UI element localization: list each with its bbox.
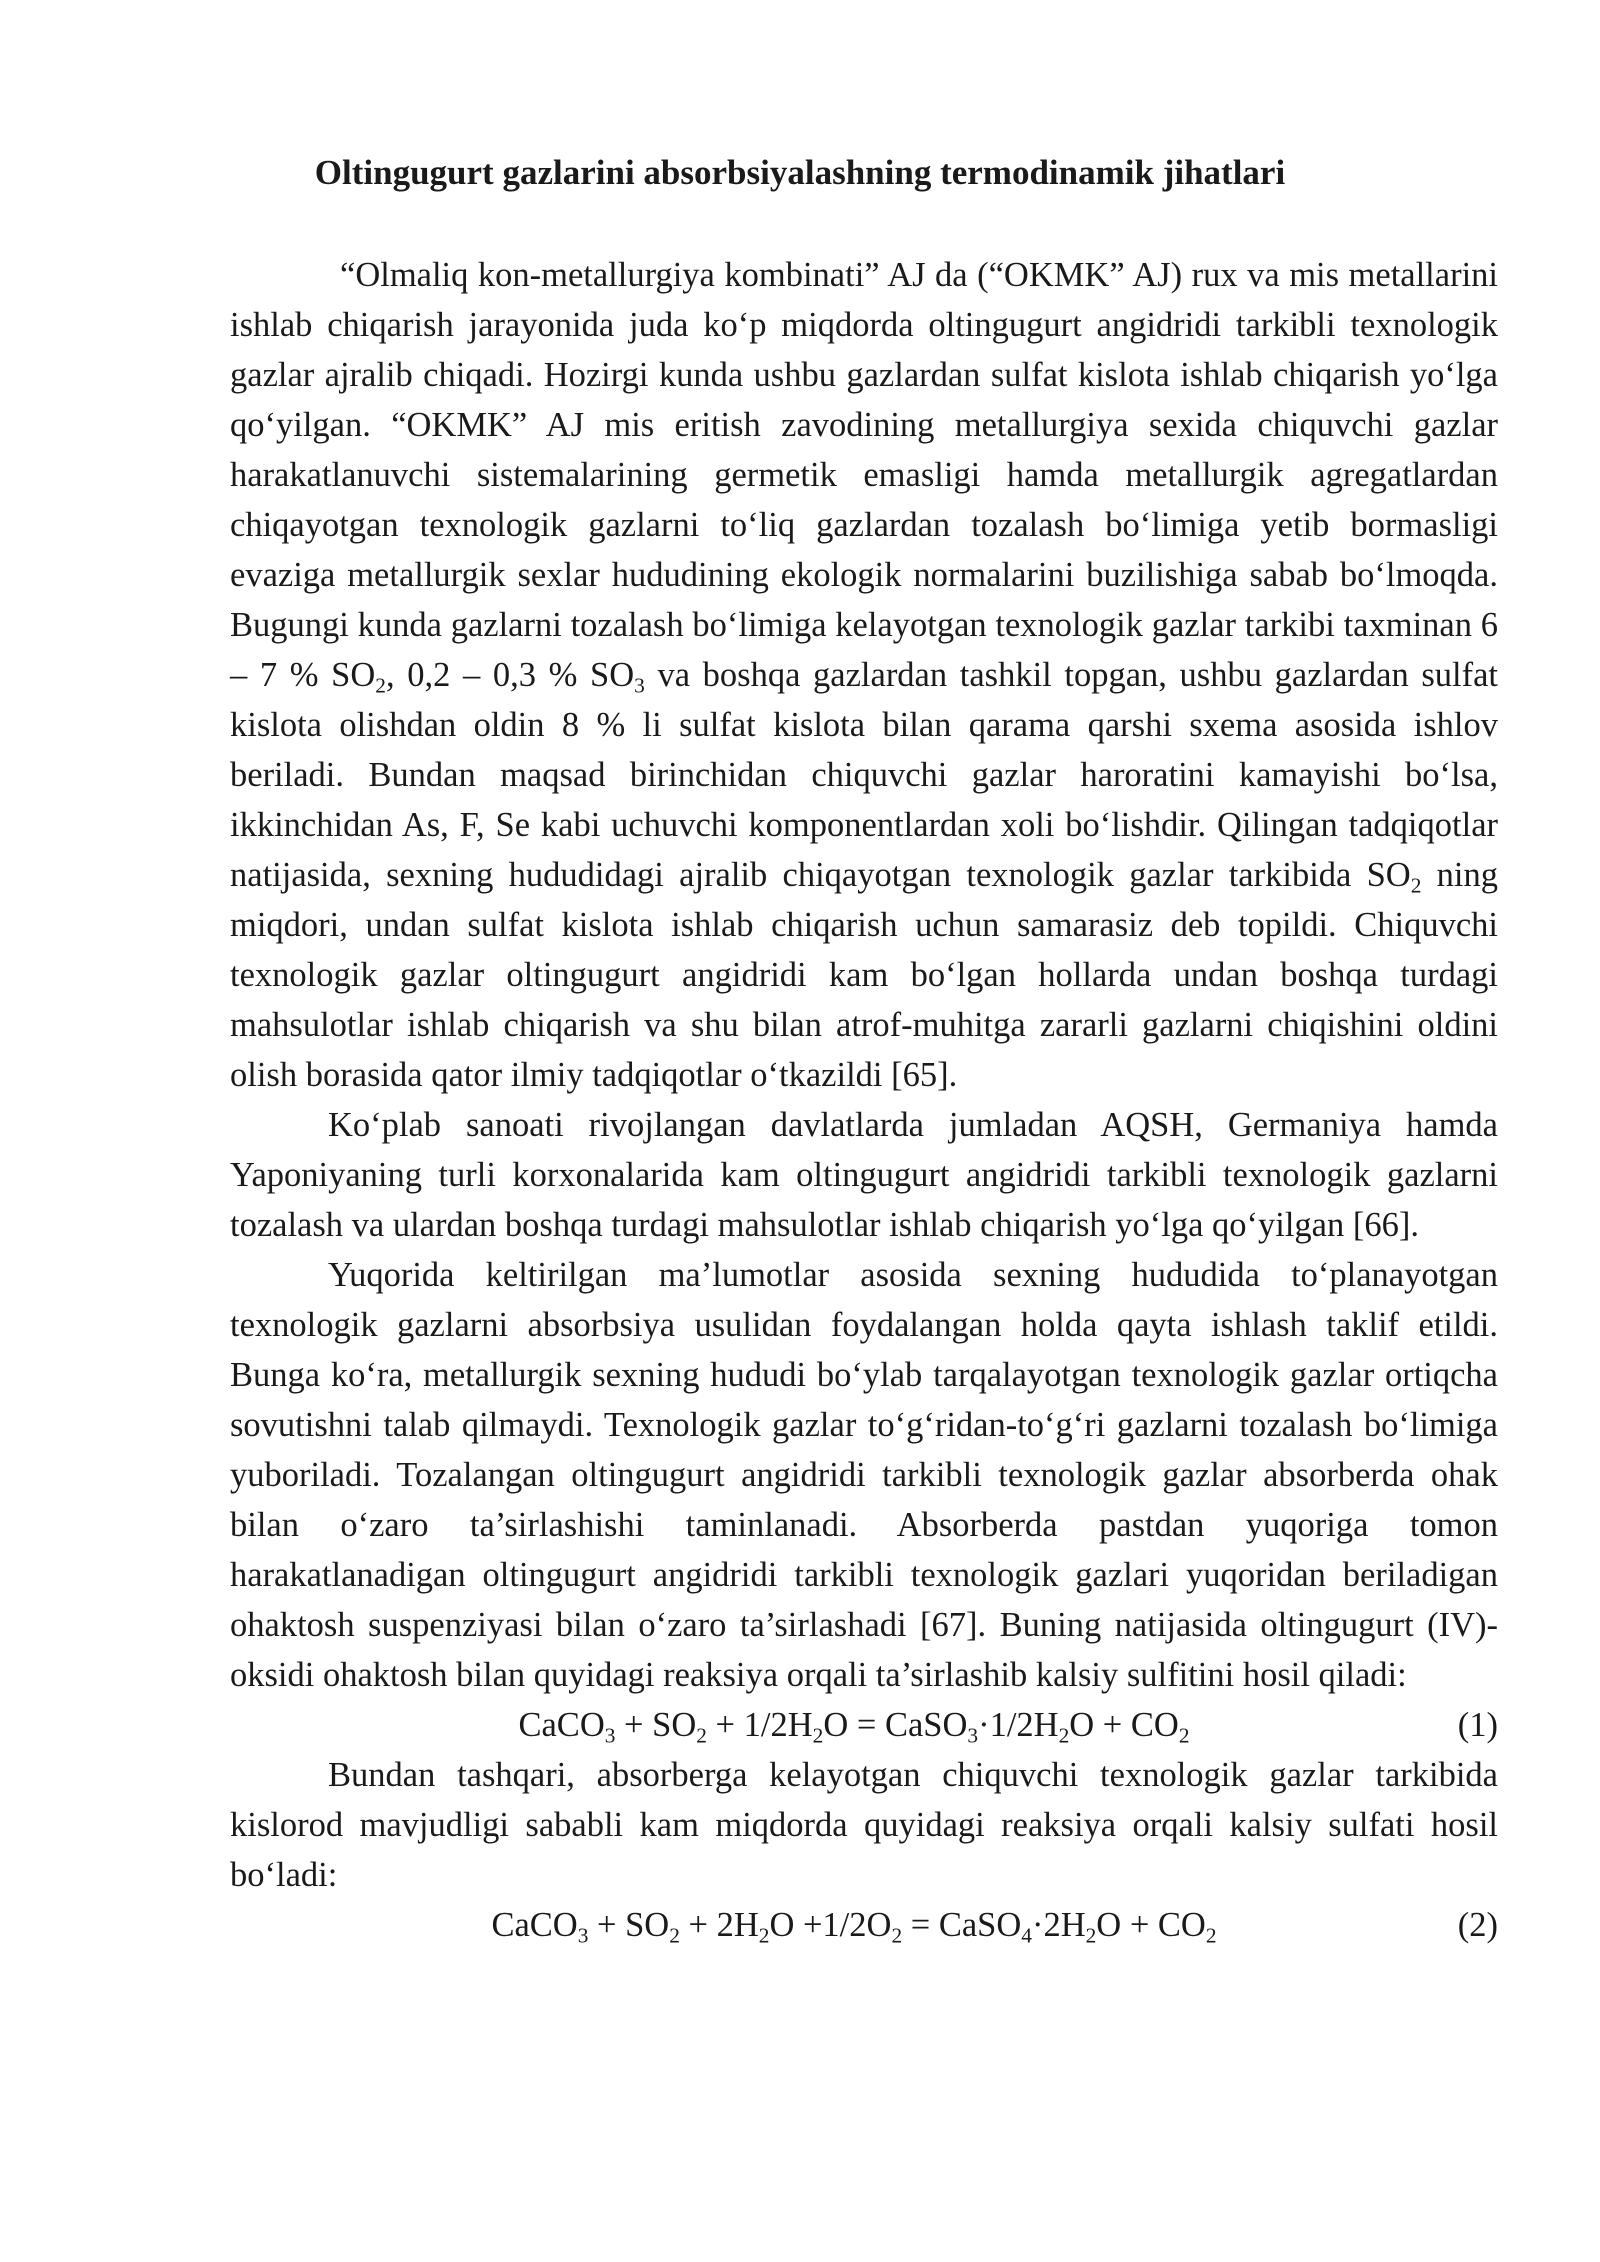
- equation-2-number: (2): [1457, 1906, 1498, 1944]
- equation-2-formula: CaCO$_3$ + $SO_2 + 2H_2O +1/2O_2$ = $CaSO_4\cdot 2H_2O + CO_2$: [491, 1906, 1217, 1948]
- formula-so3: $SO_3$: [590, 656, 645, 698]
- paragraph-1-text-b: , 0,2 – 0,3 %: [385, 656, 591, 694]
- equation-2: [230, 1900, 1498, 1950]
- paragraph-1-text-c: va boshqa gazlardan tashkil topgan, ushbu gazlardan sulfat kislota olishdan oldin 8 % li sulfat kislota bilan qarama qarshi sxema asosida ishlov beriladi. Bundan maqsad birinchidan chiquvchi gazlar haroratini kamayishi bo‘lsa, ikkinchidan As, F, Se kabi uchuvchi komponentlardan xoli bo‘lishdir. Qilingan tadqiqotlar natijasida, sexning hududidagi ajralib chiqayotgan texnologik gazlar tarkibida: [230, 656, 1498, 894]
- document-title: Oltingugurt gazlarini absorbsiyalashning termodinamik jihatlari: [314, 153, 1286, 192]
- formula-so2: $SO_2$: [1366, 856, 1422, 898]
- paragraph-4: Bundan tashqari, absorberga kelayotgan chiquvchi texnologik gazlar tarkibida kislorod mavjudligi sababli kam miqdorda quyidagi reaksiya orqali kalsiy sulfati hosil bo‘ladi:: [230, 1756, 1498, 1894]
- paragraph-1-text-d: ning miqdori, undan sulfat kislota ishlab chiqarish uchun samarasiz deb topildi. Chiquvchi texnologik gazlar oltingugurt angidridi kam bo‘lgan hollarda undan boshqa turdagi mahsulotlar ishlab chiqarish va shu bilan atrof-muhitga zararli gazlarni chiqishini oldini olish borasida qator ilmiy tadqiqotlar o‘tkazildi [65].: [230, 856, 1498, 1094]
- paragraph-3: Yuqorida keltirilgan ma’lumotlar asosida sexning hududida to‘planayotgan texnologik gazlarni absorbsiya usulidan foydalangan holda qayta ishlash taklif etildi. Bunga ko‘ra, metallurgik sexning hududi bo‘ylab tarqalayotgan texnologik gazlar ortiqcha sovutishni talab qilmaydi. Texnologik gazlar to‘g‘ridan-to‘g‘ri gazlarni tozalash bo‘limiga yuboriladi. Tozalangan oltingugurt angidridi tarkibli texnologik gazlar absorberda ohak bilan o‘zaro ta’sirlashishi taminlanadi. Absorberda pastdan yuqoriga tomon harakatlanadigan oltingugurt angidridi tarkibli texnologik gazlari yuqoridan beriladigan ohaktosh suspenziyasi bilan o‘zaro ta’sirlashadi [67]. Buning natijasida oltingugurt (IV)-oksidi ohaktosh bilan quyidagi reaksiya orqali ta’sirlashib kalsiy sulfitini hosil qiladi:: [230, 1256, 1498, 1694]
- equation-1: [230, 1700, 1498, 1750]
- equation-1-formula: CaCO$_3$ + $SO_2 + 1/2H_2O$ = $CaSO_3\cdot 1/2H_2O + CO_2$: [518, 1706, 1190, 1748]
- paragraph-1-text-a: “Olmaliq kon-metallurgiya kombinati” AJ da (“OKMK” AJ) rux va mis metallarini ishlab chiqarish jarayonida juda ko‘p miqdorda oltingugurt angidridi tarkibli texnologik gazlar ajralib chiqadi. Hozirgi kunda ushbu gazlardan sulfat kislota ishlab chiqarish yo‘lga qo‘yilgan. “OKMK” AJ mis eritish zavodining metallurgiya sexida chiquvchi gazlar harakatlanuvchi sistemalarining germetik emasligi hamda metallurgik agregatlardan chiqayotgan texnologik gazlarni to‘liq gazlardan tozalash bo‘limiga yetib bormasligi evaziga metallurgik sexlar hududining ekologik normalarini buzilishiga sabab bo‘lmoqda. Bugungi kunda gazlarni tozalash bo‘limiga kelayotgan texnologik gazlar tarkibi taxminan 6 – 7 %: [230, 256, 1498, 694]
- paragraph-2: Ko‘plab sanoati rivojlangan davlatlarda jumladan AQSH, Germaniya hamda Yaponiyaning turli korxonalarida kam oltingugurt angidridi tarkibli texnologik gazlarni tozalash va ulardan boshqa turdagi mahsulotlar ishlab chiqarish yo‘lga qo‘yilgan [66].: [230, 1106, 1498, 1244]
- document-body: [230, 250, 1498, 1950]
- paragraph-1: [230, 250, 1498, 1100]
- equation-1-number: (1): [1457, 1706, 1498, 1744]
- formula-so2: $SO_2$: [331, 656, 386, 698]
